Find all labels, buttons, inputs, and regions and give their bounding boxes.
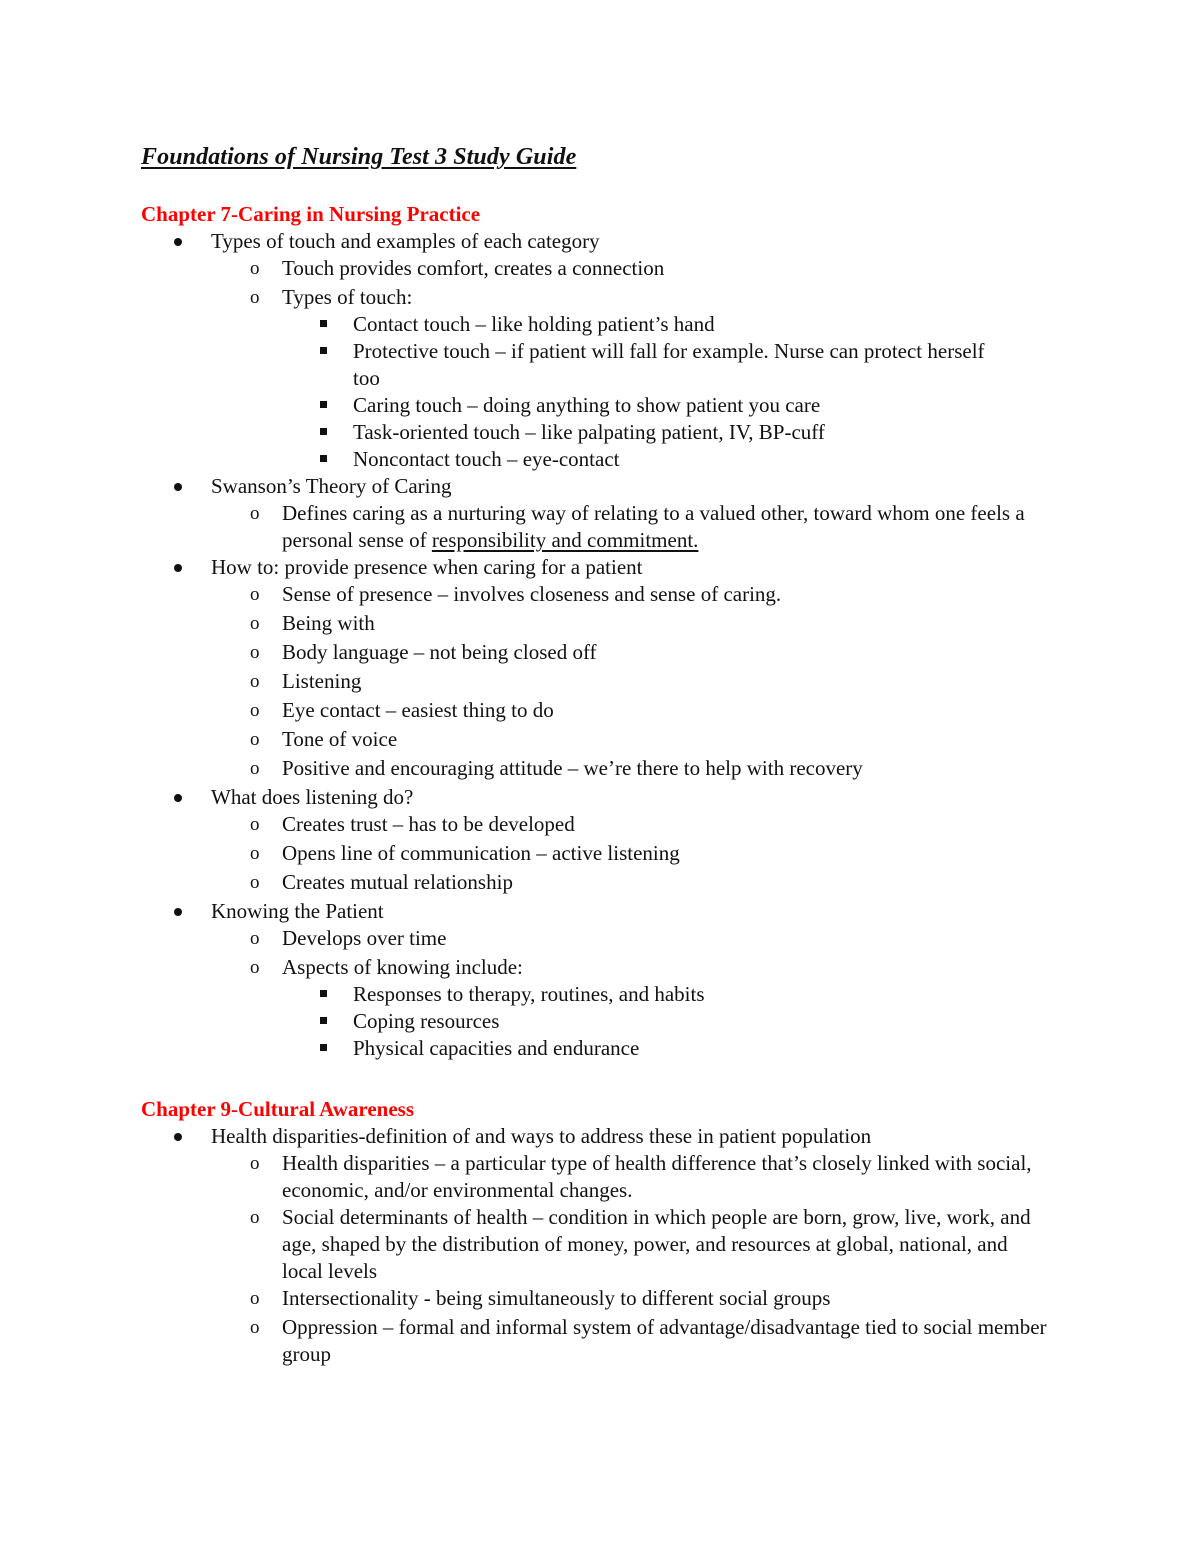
- list-item-text: Responses to therapy, routines, and habits: [353, 982, 705, 1006]
- sub-list: [141, 1150, 1071, 1368]
- list-item: [141, 554, 1071, 784]
- circle-bullet-icon: o: [250, 613, 260, 634]
- bullet-icon: [174, 794, 182, 802]
- list-item-text: Caring touch – doing anything to show patient you care: [353, 393, 821, 417]
- list-item: [211, 869, 1071, 898]
- list-item: [211, 697, 1071, 726]
- square-bullet-icon: [320, 990, 327, 997]
- list-item: [211, 1285, 1071, 1314]
- list-item: [211, 726, 1071, 755]
- list-item-text: Knowing the Patient: [211, 899, 384, 923]
- circle-bullet-icon: o: [250, 814, 260, 835]
- circle-bullet-icon: o: [250, 1207, 260, 1228]
- square-bullet-icon: [320, 347, 327, 354]
- list-item-text: Oppression – formal and informal system of advantage/disadvantage tied to social member group: [282, 1315, 1047, 1366]
- list-item: [141, 898, 1071, 1062]
- list-item: [211, 1314, 1071, 1368]
- square-bullet-icon: [320, 401, 327, 408]
- list-item-text: Develops over time: [282, 926, 447, 950]
- square-bullet-icon: [320, 428, 327, 435]
- list-item: [282, 392, 1071, 419]
- list-item-text: Tone of voice: [282, 727, 398, 751]
- chapter-9-heading: Chapter 9-Cultural Awareness: [141, 1097, 414, 1121]
- list-item-text: Physical capacities and endurance: [353, 1036, 640, 1060]
- circle-bullet-icon: o: [250, 258, 260, 279]
- square-bullet-icon: [320, 455, 327, 462]
- sub-list: [141, 925, 1071, 1062]
- circle-bullet-icon: o: [250, 584, 260, 605]
- circle-bullet-icon: o: [250, 843, 260, 864]
- list-item: [211, 639, 1071, 668]
- list-item: [282, 419, 1071, 446]
- list-item: [211, 1150, 1071, 1204]
- list-item-text: How to: provide presence when caring for a patient: [211, 555, 643, 579]
- list-item-text: Sense of presence – involves closeness and sense of caring.: [282, 582, 782, 606]
- list-item-text: Aspects of knowing include:: [282, 955, 523, 979]
- list-item-text: Protective touch – if patient will fall for example. Nurse can protect herself too: [353, 339, 985, 390]
- circle-bullet-icon: o: [250, 1153, 260, 1174]
- list-item-text: What does listening do?: [211, 785, 414, 809]
- list-item: [211, 284, 1071, 473]
- list-item: [282, 1008, 1071, 1035]
- list-item-text: Noncontact touch – eye-contact: [353, 447, 620, 471]
- list-item: [211, 255, 1071, 284]
- list-item: [141, 1123, 1071, 1368]
- list-item-text: Contact touch – like holding patient’s hand: [353, 312, 715, 336]
- list-item-text: Swanson’s Theory of Caring: [211, 474, 452, 498]
- list-item-text: Listening: [282, 669, 362, 693]
- circle-bullet-icon: o: [250, 503, 260, 524]
- circle-bullet-icon: o: [250, 872, 260, 893]
- list-item: [141, 228, 1071, 473]
- swanson-definition-underlined: responsibility and commitment.: [431, 528, 699, 552]
- circle-bullet-icon: o: [250, 928, 260, 949]
- sub-sub-list: [211, 311, 1071, 473]
- list-item: [282, 338, 1071, 392]
- list-item-text: Being with: [282, 611, 375, 635]
- list-item-text: Positive and encouraging attitude – we’re there to help with recovery: [282, 756, 863, 780]
- sub-list: [141, 255, 1071, 473]
- chapter-7-heading: Chapter 7-Caring in Nursing Practice: [141, 202, 481, 226]
- bullet-icon: [174, 908, 182, 916]
- list-item-text: Social determinants of health – condition in which people are born, grow, live, work, and age, shaped by the distribution of money, power, and resources at global, national, and local levels: [282, 1205, 1031, 1283]
- square-bullet-icon: [320, 1044, 327, 1051]
- bullet-icon: [174, 1133, 182, 1141]
- bullet-icon: [174, 238, 182, 246]
- list-item: [211, 840, 1071, 869]
- list-item: [141, 473, 1071, 554]
- list-item: [211, 581, 1071, 610]
- list-item-text: Eye contact – easiest thing to do: [282, 698, 554, 722]
- list-item-text: Intersectionality - being simultaneously to different social groups: [282, 1286, 831, 1310]
- circle-bullet-icon: o: [250, 700, 260, 721]
- sub-sub-list: [211, 981, 1071, 1062]
- list-item: [211, 925, 1071, 954]
- list-item-text: Touch provides comfort, creates a connection: [282, 256, 665, 280]
- list-item: [211, 610, 1071, 639]
- list-item: [141, 784, 1071, 898]
- sub-list: [141, 500, 1071, 554]
- circle-bullet-icon: o: [250, 957, 260, 978]
- bullet-icon: [174, 564, 182, 572]
- list-item: [211, 811, 1071, 840]
- list-item-text: Creates mutual relationship: [282, 870, 513, 894]
- circle-bullet-icon: o: [250, 642, 260, 663]
- list-item: [211, 668, 1071, 697]
- circle-bullet-icon: o: [250, 671, 260, 692]
- list-item: [211, 755, 1071, 784]
- list-item: [211, 954, 1071, 1062]
- chapter-7-list: [141, 228, 1071, 1062]
- list-item-text: Health disparities-definition of and ways to address these in patient population: [211, 1124, 872, 1148]
- bullet-icon: [174, 483, 182, 491]
- list-item-text: Opens line of communication – active listening: [282, 841, 680, 865]
- square-bullet-icon: [320, 320, 327, 327]
- list-item: [282, 1035, 1071, 1062]
- chapter-9-section: [141, 1095, 1071, 1368]
- circle-bullet-icon: o: [250, 1317, 260, 1338]
- list-item: [282, 446, 1071, 473]
- list-item-text: Body language – not being closed off: [282, 640, 597, 664]
- circle-bullet-icon: o: [250, 729, 260, 750]
- chapter-9-list: [141, 1123, 1071, 1368]
- list-item-text: [282, 500, 1057, 554]
- swanson-definition-text: Defines caring as a nurturing way of relating to a valued other, toward whom one feels a personal sense of: [282, 501, 1025, 552]
- document-title: Foundations of Nursing Test 3 Study Guide: [141, 144, 577, 170]
- list-item: [282, 981, 1071, 1008]
- list-item-text: Health disparities – a particular type of health difference that’s closely linked with social, economic, and/or environmental changes.: [282, 1151, 1032, 1202]
- list-item-text: Types of touch and examples of each category: [211, 229, 600, 253]
- list-item: [282, 311, 1071, 338]
- circle-bullet-icon: o: [250, 758, 260, 779]
- list-item-text: Types of touch:: [282, 285, 413, 309]
- square-bullet-icon: [320, 1017, 327, 1024]
- list-item-text: Task-oriented touch – like palpating patient, IV, BP-cuff: [353, 420, 825, 444]
- sub-list: [141, 811, 1071, 898]
- list-item: [211, 1204, 1071, 1285]
- list-item: [211, 500, 1071, 554]
- sub-list: [141, 581, 1071, 784]
- chapter-7-section: [141, 200, 1071, 1062]
- circle-bullet-icon: o: [250, 1288, 260, 1309]
- circle-bullet-icon: o: [250, 287, 260, 308]
- list-item-text: Coping resources: [353, 1009, 500, 1033]
- list-item-text: Creates trust – has to be developed: [282, 812, 575, 836]
